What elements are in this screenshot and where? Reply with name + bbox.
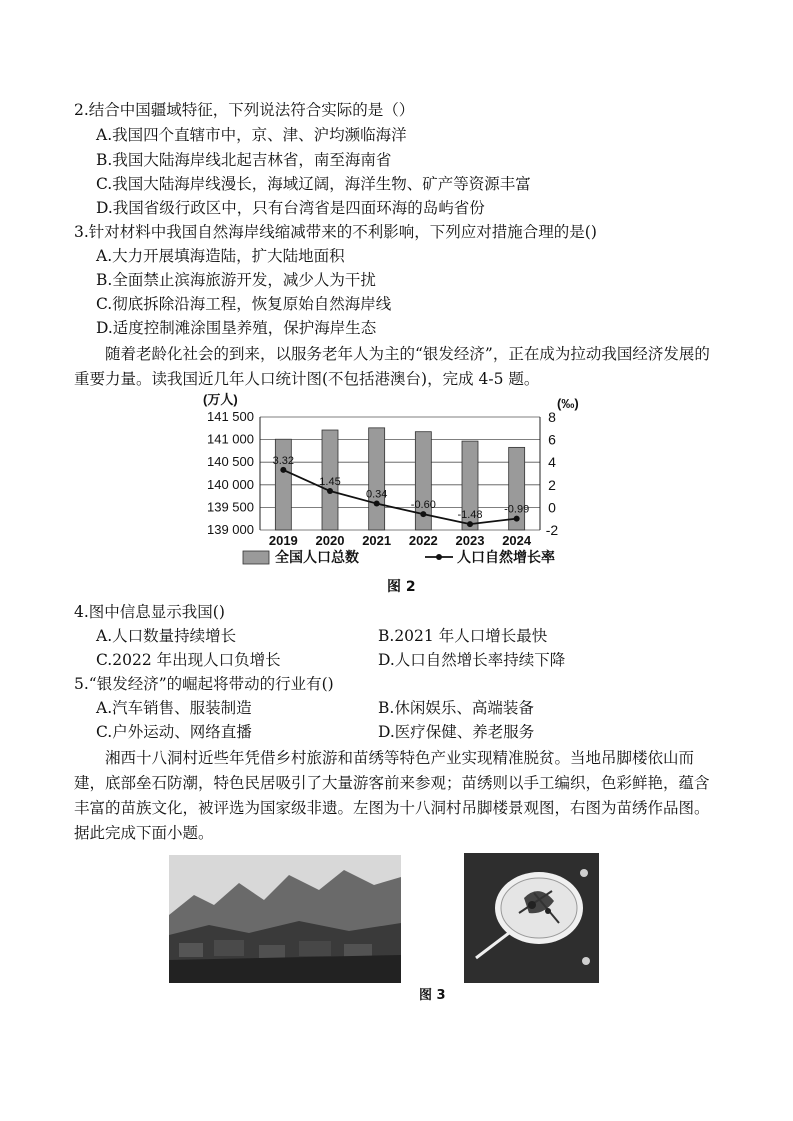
x-tick-label: 2020 <box>315 533 345 548</box>
q4-option-a: A.人口数量持续增长 <box>96 627 237 645</box>
figure-3-caption: 图 3 <box>419 988 446 1003</box>
q5-stem: 5.“银发经济”的崛起将带动的行业有() <box>74 675 334 693</box>
q5-option-a: A.汽车销售、服装制造 <box>96 699 252 717</box>
q3-option-c: C.彻底拆除沿海工程，恢复原始自然海岸线 <box>96 295 392 313</box>
q4-option-d: D.人口自然增长率持续下降 <box>378 651 566 669</box>
q3-option-b: B.全面禁止滨海旅游开发，减少人为干扰 <box>96 271 376 289</box>
x-tick-label: 2021 <box>362 533 392 548</box>
population-bar <box>369 428 385 530</box>
q5-option-d: D.医疗保健、养老服务 <box>378 723 535 741</box>
legend-bar-label: 全国人口总数 <box>275 549 359 565</box>
intro-next: 湘西十八洞村近些年凭借乡村旅游和苗绣等特色产业实现精准脱贫。当地吊脚楼依山而建，底部垒石防潮，特色民居吸引了大量游客前来参观；苗绣则以手工编织，色彩鲜艳，蕴含丰富的苗族文化，被评选为国家级非遗。左图为十八洞村吊脚楼景观图，右图为苗绣作品图。据此完成下面小题。 <box>74 749 710 842</box>
right-tick-label: 4 <box>548 454 556 471</box>
legend-line-label: 人口自然增长率 <box>457 549 555 565</box>
q2-stem: 2.结合中国疆域特征，下列说法符合实际的是（） <box>74 101 415 119</box>
right-tick-label: 8 <box>548 409 556 425</box>
legend-bar-swatch <box>243 551 269 564</box>
q3-stem: 3.针对材料中我国自然海岸线缩减带来的不利影响，下列应对措施合理的是() <box>74 223 597 241</box>
left-tick-label: 139 500 <box>207 499 254 515</box>
right-tick-label: 0 <box>548 499 556 516</box>
growth-rate-label: -1.48 <box>457 509 483 522</box>
x-tick-label: 2024 <box>502 533 532 548</box>
left-tick-label: 139 000 <box>207 522 254 537</box>
growth-rate-point <box>467 521 473 527</box>
miao-embroidery-photo <box>464 853 599 983</box>
right-tick-label: 6 <box>548 431 556 448</box>
right-tick-label: 2 <box>548 476 556 493</box>
q4-stem: 4.图中信息显示我国() <box>74 603 225 621</box>
right-axis-unit: (‰) <box>557 396 579 411</box>
growth-rate-point <box>420 511 426 517</box>
population-chart <box>185 390 605 575</box>
growth-rate-label: 1.45 <box>319 476 341 489</box>
q2-option-b: B.我国大陆海岸线北起吉林省，南至海南省 <box>96 151 392 169</box>
growth-rate-line <box>273 455 530 527</box>
x-tick-label: 2022 <box>408 533 438 548</box>
q2-option-c: C.我国大陆海岸线漫长，海域辽阔，海洋生物、矿产等资源丰富 <box>96 175 531 193</box>
growth-rate-point <box>514 516 520 522</box>
left-axis-unit: (万人) <box>203 392 238 407</box>
stilt-house-photo <box>169 855 401 983</box>
growth-rate-label: -0.60 <box>410 499 436 512</box>
right-tick-label: -2 <box>545 522 559 538</box>
q2-option-d: D.我国省级行政区中，只有台湾省是四面环海的岛屿省份 <box>96 199 485 217</box>
q3-option-a: A.大力开展填海造陆，扩大陆地面积 <box>96 247 345 265</box>
left-tick-label: 141 000 <box>207 431 254 447</box>
q4-option-c: C.2022 年出现人口负增长 <box>96 651 281 669</box>
growth-rate-point <box>374 501 380 507</box>
q5-option-c: C.户外运动、网络直播 <box>96 723 252 741</box>
x-tick-label: 2023 <box>455 533 485 548</box>
figure-2-caption: 图 2 <box>387 579 416 595</box>
chart-legend <box>243 549 555 565</box>
growth-rate-label: -0.99 <box>504 503 530 516</box>
q3-option-d: D.适度控制滩涂围垦养殖，保护海岸生态 <box>96 319 377 337</box>
x-tick-label: 2019 <box>268 533 298 548</box>
q5-option-b: B.休闲娱乐、高端装备 <box>378 699 534 717</box>
chart-grid <box>260 417 540 530</box>
legend-line-marker <box>436 554 442 560</box>
growth-rate-label: 0.34 <box>365 488 388 501</box>
growth-rate-point <box>327 488 333 494</box>
growth-rate-point <box>280 467 286 473</box>
growth-rate-label: 3.32 <box>272 454 295 467</box>
left-tick-label: 141 500 <box>207 409 254 424</box>
population-bar <box>275 439 291 530</box>
q4-option-b: B.2021 年人口增长最快 <box>378 627 548 645</box>
left-tick-label: 140 500 <box>207 454 254 470</box>
intro-4-5: 随着老龄化社会的到来，以服务老年人为主的“银发经济”，正在成为拉动我国经济发展的重要力量。读我国近几年人口统计图(不包括港澳台)，完成 4-5 题。 <box>74 345 710 388</box>
left-tick-label: 140 000 <box>207 476 254 492</box>
population-bars <box>272 428 524 530</box>
q2-option-a: A.我国四个直辖市中，京、津、沪均濒临海洋 <box>96 126 407 144</box>
